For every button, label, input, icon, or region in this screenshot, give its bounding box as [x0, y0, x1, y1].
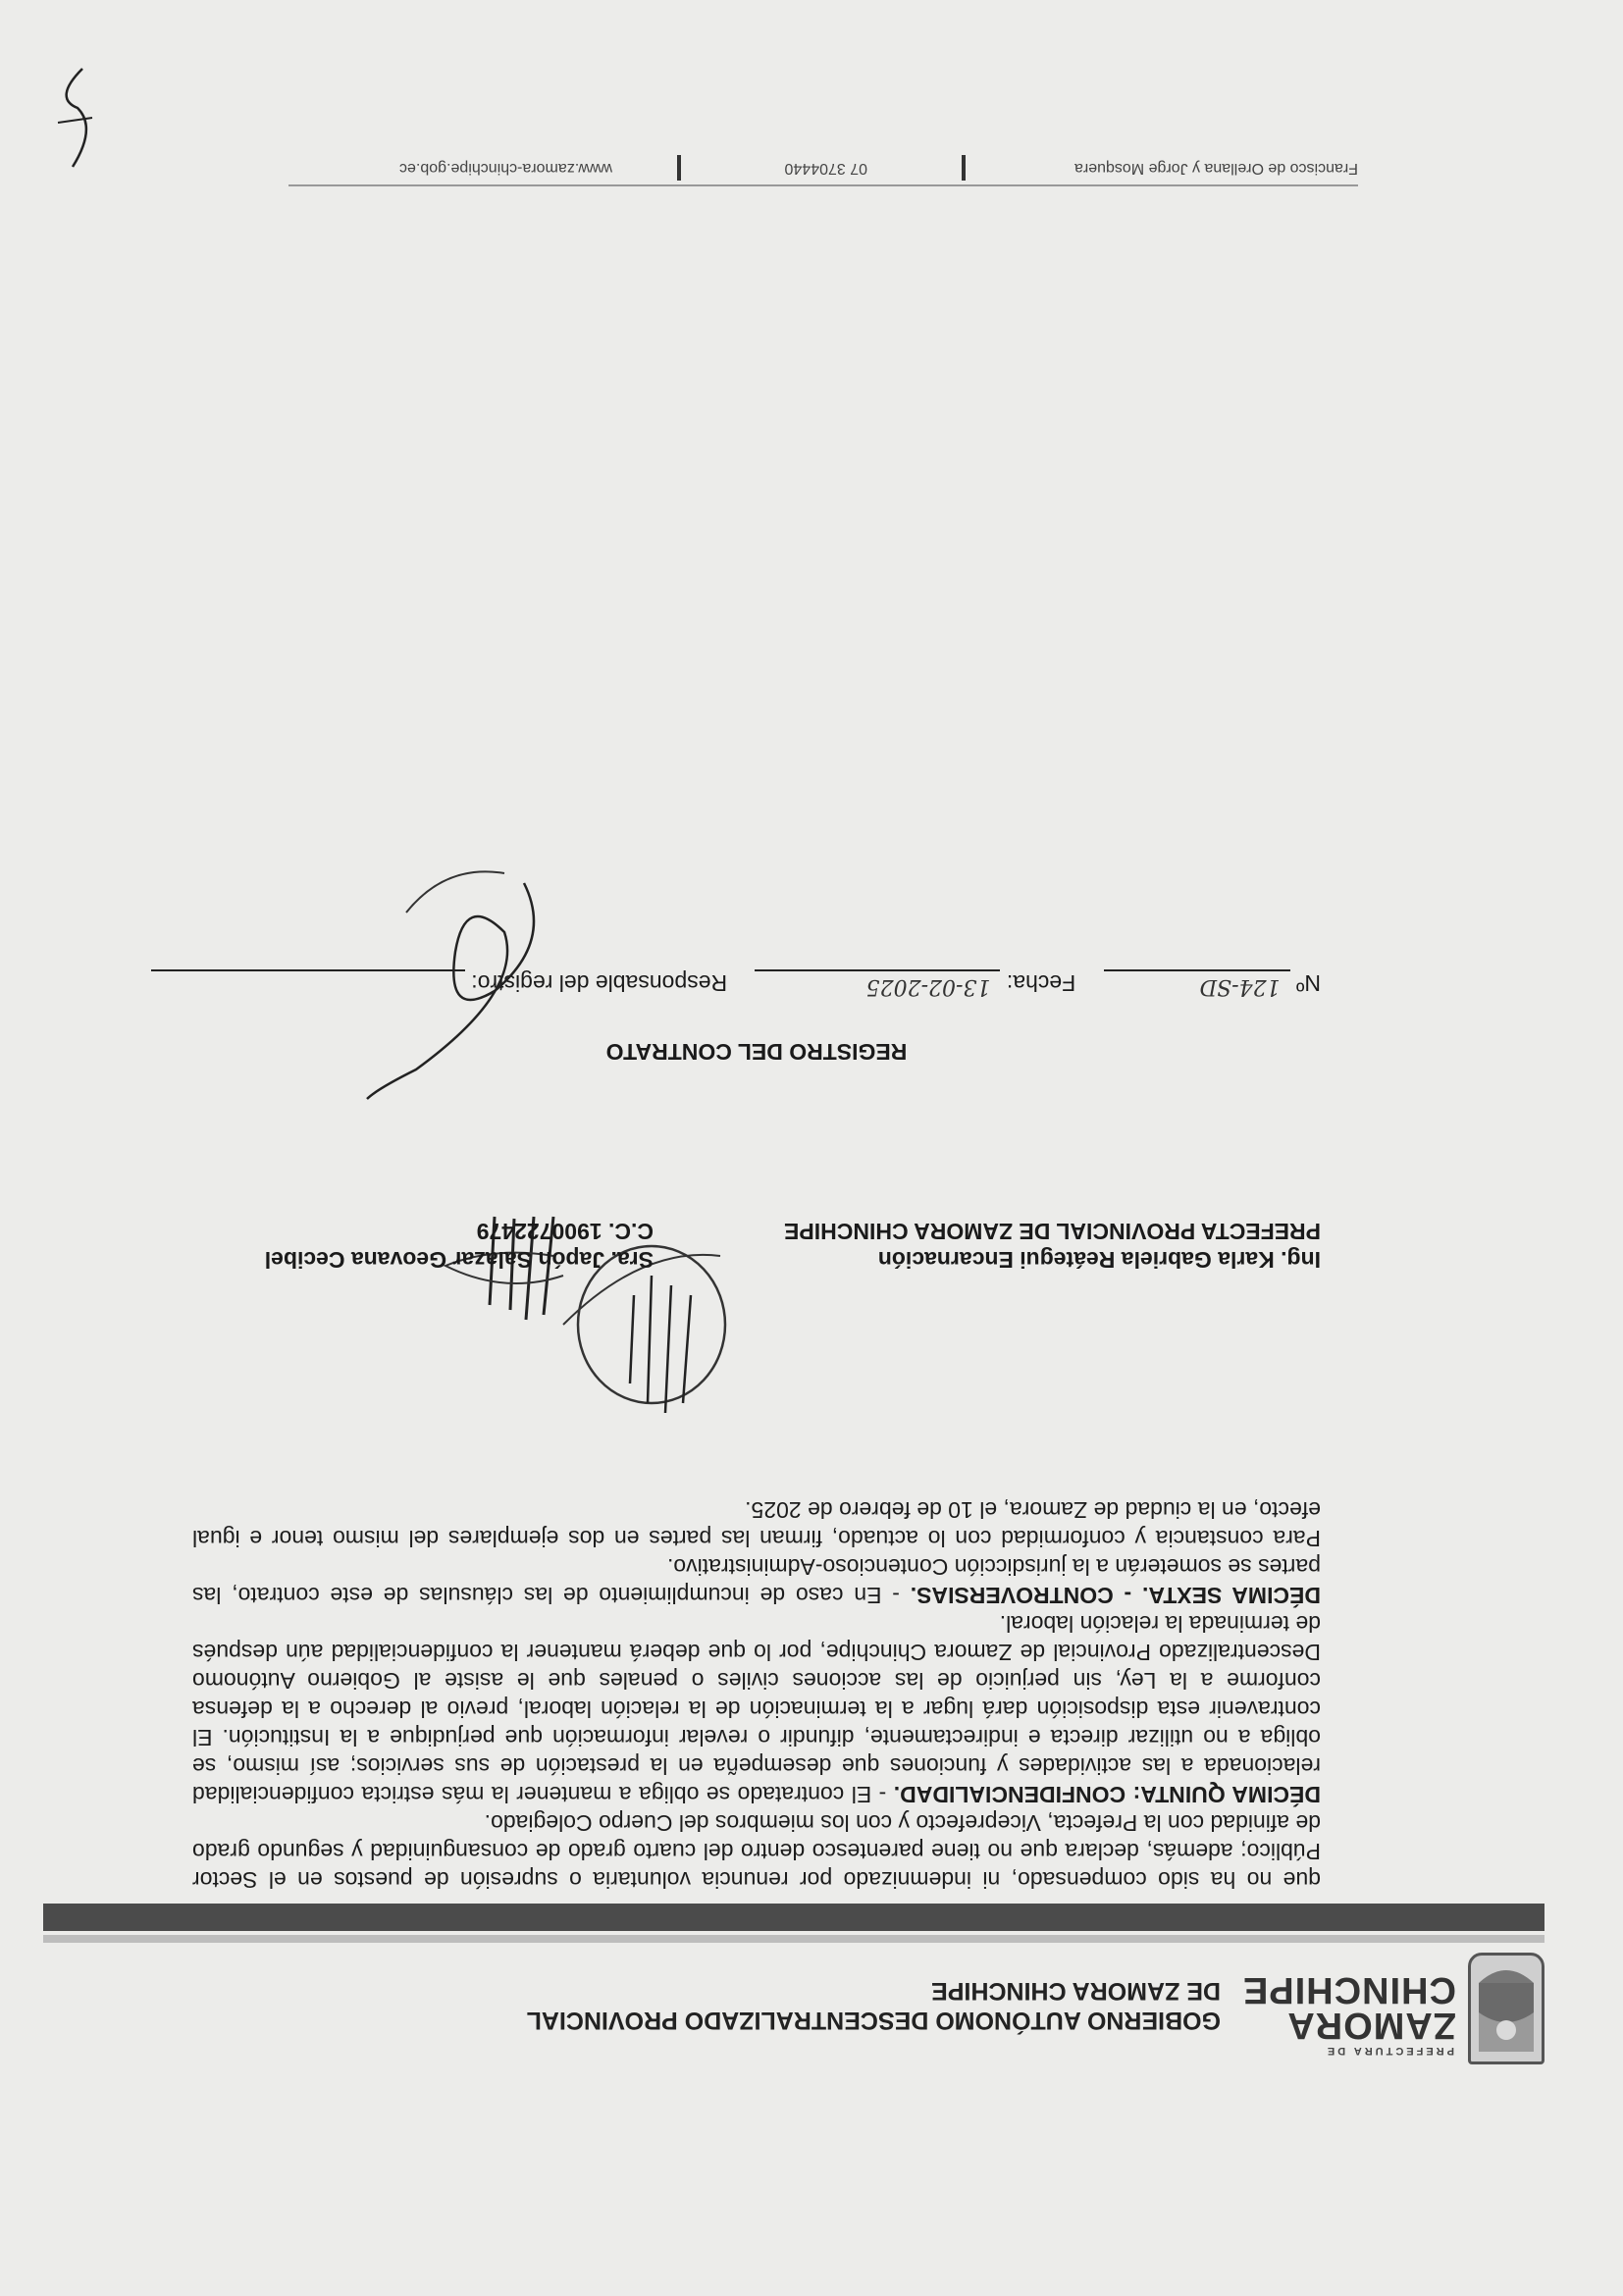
- logo-brand-line1: ZAMORA: [1286, 2005, 1456, 2046]
- institution-title-line1: GOBIERNO AUTÓNOMO DESCENTRALIZADO PROVINCIAL: [526, 2007, 1221, 2034]
- logo-prefix: PREFECTURA DE: [1324, 2045, 1454, 2057]
- registry-date-label: Fecha:: [1006, 970, 1076, 996]
- registry-date-field: [755, 969, 1000, 999]
- contratada-id: C.C. 1900722479: [476, 1219, 654, 1244]
- registry-number-value: 124-SD: [1199, 974, 1281, 999]
- logo-brand-line2: CHINCHIPE: [1241, 1969, 1456, 2010]
- logo-brand: [1241, 1969, 1456, 2046]
- clause-fifteen-title: DÉCIMA QUINTA: CONFIDENCIALIDAD.: [893, 1782, 1321, 1807]
- header-divider-dark: [43, 1904, 1544, 1931]
- institution-title-line2: DE ZAMORA CHINCHIPE: [931, 1977, 1221, 2005]
- clause-sixteen: [192, 1552, 1321, 1609]
- footer-separator: [962, 155, 966, 181]
- registry-responsible-field: [151, 969, 465, 995]
- registry-title: REGISTRO DEL CONTRATO: [605, 1039, 908, 1065]
- footer-phone: 07 3704440: [784, 160, 867, 177]
- registry-number-field: [1104, 969, 1290, 999]
- registry-number-label: Nº: [1295, 970, 1321, 996]
- contratada-name: Sra. Japón Salazar Geovana Cecibel: [264, 1247, 654, 1273]
- prefecture-crest-icon: [1468, 1953, 1544, 2064]
- clause-sixteen-title: DÉCIMA SEXTA. - CONTROVERSIAS.: [910, 1583, 1321, 1608]
- signature-prefecta: [732, 1217, 1321, 1274]
- initial-mark-icon: [43, 59, 112, 177]
- registry-date-value: 13-02-2025: [865, 974, 991, 999]
- registry-responsible-label: Responsable del registro:: [471, 970, 728, 996]
- footer-rule: [288, 184, 1358, 186]
- contract-body: [192, 1495, 1321, 1894]
- footer-separator: [677, 155, 681, 181]
- signature-contratada: [192, 1217, 654, 1274]
- closing-statement: Para constancia y conformidad con lo actuado, firman las partes en dos ejemplares del mismo tenor e igual efecto, en la ciudad de Zamora, el 10 de febrero de 2025.: [192, 1497, 1321, 1551]
- paragraph-declaration: que no ha sido compensado, ni indemnizado por renuncia voluntaria o supresión de puestos en el Sector Público; además, declara que no tiene parentesco dentro del cuarto grado de consanguinidad y segundo grado de afinidad con la Prefecta, Viceprefecto y con los miembros del Cuerpo Colegiado.: [192, 1810, 1321, 1893]
- footer-web: www.zamora-chinchipe.gob.ec: [399, 160, 612, 177]
- header-divider-light: [43, 1935, 1544, 1943]
- registry-row: [192, 969, 1321, 999]
- institution-title: [527, 1976, 1221, 2035]
- clause-fifteen: [192, 1609, 1321, 1808]
- document-footer: [288, 147, 1358, 186]
- document-header: [43, 1898, 1544, 2064]
- clause-sixteen-text: - En caso de incumplimiento de las cláusulas de este contrato, las partes se someterán a la jurisdicción Contencioso-Administrativo.: [192, 1554, 1321, 1608]
- footer-address: Francisco de Orellana y Jorge Mosquera: [1073, 160, 1358, 177]
- prefecta-name: Ing. Karla Gabriela Reátegui Encarnación: [877, 1247, 1321, 1273]
- clause-fifteen-text: - El contratado se obliga a mantener la más estricta confidencialidad relacionada a las actividades y funciones que desempeña en la prestación de sus servicios; así mismo, se obliga a no utilizar directa e indirectamente, difundir o revelar información que perjudique a la Institución. El contravenir esta disposición dará lugar a la terminación de la relación laboral, previo al derecho a la defensa conforme a la Ley, sin perjuicio de las acciones civiles o penales que le asiste al Gobierno Autónomo Descentralizado Provincial de Zamora Chinchipe, por lo que deberá mantener la confidencialidad aún después de terminada la relación laboral.: [192, 1611, 1321, 1807]
- prefecta-role: PREFECTA PROVINCIAL DE ZAMORA CHINCHIPE: [784, 1219, 1321, 1244]
